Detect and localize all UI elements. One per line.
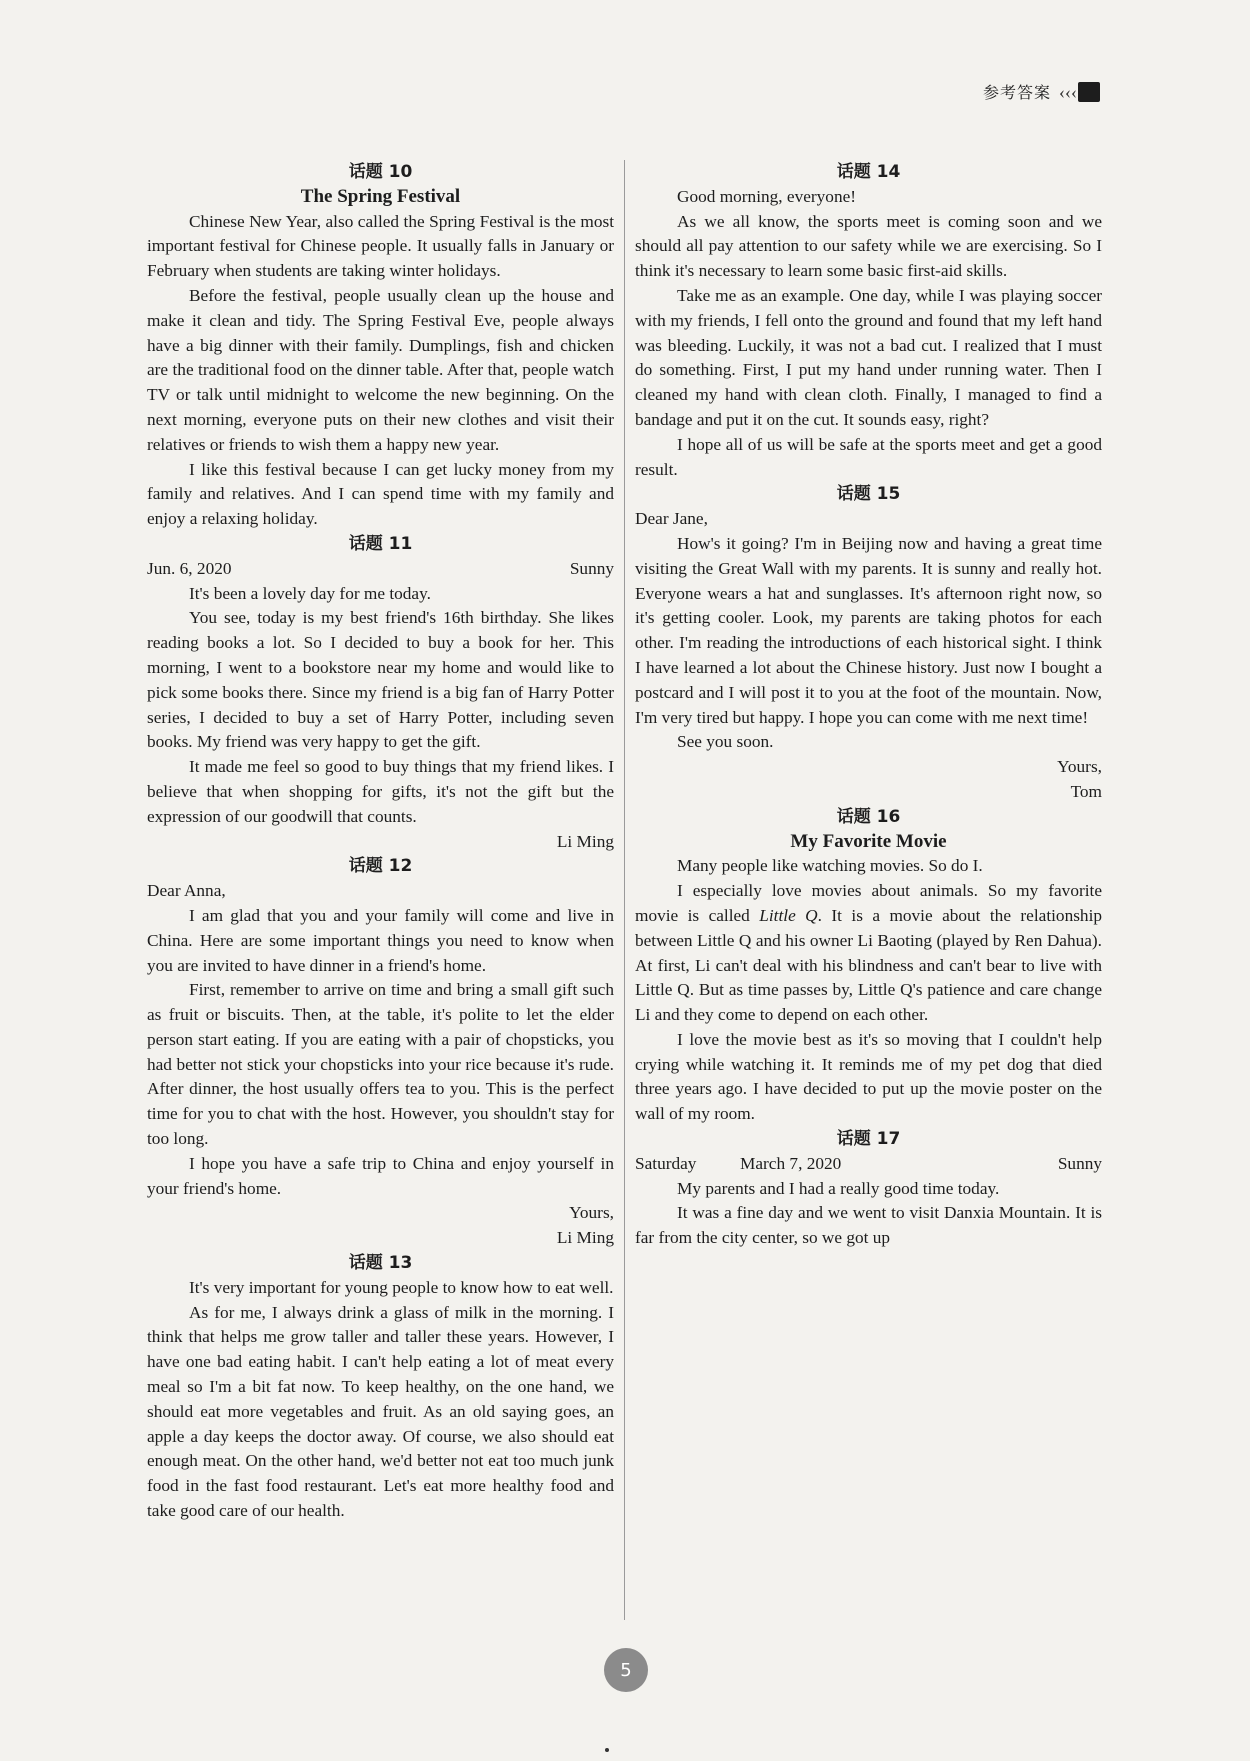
topic-15-closing: Yours, [1057,757,1102,777]
topic-16-title: My Favorite Movie [790,830,947,852]
topic-16-paragraph: I especially love movies about animals. So my favorite movie is called Little Q. It is a movie about the relationship between Little Q and his owner Li Baoting (played by Ren Dahua). At first, Li can't deal with his blindness and can't bear to live with Little Q. But as time passes by, Little Q's patience and care change Li and they come to depend on each other. [635,881,1103,1025]
header-title: 参考答案 [983,83,1052,102]
topic-12-greeting: Dear Anna, [147,881,226,901]
topic-12-signature: Li Ming [556,1228,614,1248]
topic-13-paragraph: It's very important for young people to know how to eat well. [189,1277,614,1297]
left-column [147,160,614,1524]
topic-14-number: 话题 14 [836,162,901,182]
diary-date: Jun. 6, 2020 [147,558,232,578]
topic-15-paragraph: See you soon. [677,732,774,752]
footer-dot [605,1748,609,1752]
topic-14-paragraph: I hope all of us will be safe at the sports meet and get a good result. [635,434,1102,479]
diary-day: Saturday [635,1153,697,1173]
column-divider [624,160,625,1620]
topic-17-number: 话题 17 [836,1129,901,1150]
topic-12-paragraph: I am glad that you and your family will come and live in China. Here are some important things you need to know when you are invited to have dinner in a friend's home. [147,905,614,975]
topic-10-paragraph: Before the festival, people usually clean up the house and make it clean and tidy. The Spring Festival Eve, people always have a big dinner with their family. Dumplings, fish and chicken are the traditional food on the dinner table. After that, people watch TV or talk until midnight to welcome the new beginning. On the next morning, everyone puts on their new clothes and visit their relatives or friends to wish them a happy new year. [147,285,614,454]
movie-title: Little Q [759,905,818,925]
topic-11-dateline [147,557,614,582]
topic-10-paragraph: I like this festival because I can get lucky money from my family and relatives. And I can spend time with my family and enjoy a relaxing holiday. [147,459,614,529]
topic-12-paragraph: First, remember to arrive on time and bring a small gift such as fruit or biscuits. Then, at the table, it's polite to let the elder person start eating. If you are eating with a pair of chopsticks, you had better not stick your chopsticks into your rice because it's rude. After dinner, the host usually offers tea to you. This is the perfect time for you to chat with the host. However, you shouldn't stay for too long. [147,980,614,1149]
topic-16-paragraph: I love the movie best as it's so moving that I couldn't help crying while watching it. It reminds me of my pet dog that died three years ago. I have decided to put up the movie poster on the wall of my room. [635,1029,1102,1124]
topic-15-signature: Tom [1070,781,1102,801]
topic-14-paragraph: Good morning, everyone! [677,186,857,206]
topic-13-number: 话题 13 [348,1253,413,1274]
topic-11-paragraph: It's been a lovely day for me today. [189,583,431,603]
header-chevron-icon: ‹‹‹ [1059,82,1100,102]
topic-13-paragraph: As for me, I always drink a glass of milk in the morning. I think that helps me grow taller and taller these years. However, I have one bad eating habit. I can't help eating a lot of meat every meal so I'm a bit fat now. To keep healthy, on the one hand, we should eat more vegetables and fruit. As an old saying goes, an apple a day keeps the doctor away. Of course, we also should eat enough meat. On the other hand, we'd better not eat too much junk food in the fast food restaurant. Let's eat more healthy food and take good care of our health. [147,1302,614,1521]
topic-12-closing: Yours, [569,1203,614,1223]
topic-11-number: 话题 11 [348,533,413,554]
topic-11-paragraph: You see, today is my best friend's 16th birthday. She likes reading books a lot. So I decided to buy a book for her. This morning, I went to a bookstore near my home and would like to pick some books there. Since my friend is a big fan of Harry Potter series, I decided to buy a set of Harry Potter, including seven books. My friend was very happy to get the gift. [147,608,614,752]
topic-12-number: 话题 12 [348,856,413,877]
topic-15-paragraph: How's it going? I'm in Beijing now and having a great time visiting the Great Wall with my parents. It is sunny and really hot. Everyone wears a hat and sunglasses. It's afternoon right now, so it's getting cooler. Look, my parents are taking photos for each other. I'm reading the introductions of each historical sight. I think I have learned a lot about the Chinese history. Just now I bought a postcard and I will post it to you at the foot of the mountain. Now, I'm very tired but happy. I hope you can come with me next time! [635,533,1102,727]
topic-12-paragraph: I hope you have a safe trip to China and enjoy yourself in your friend's home. [147,1153,614,1198]
topic-17-paragraph: It was a fine day and we went to visit Danxia Mountain. It is far from the city center, so we got up [635,1203,1102,1248]
topic-11-paragraph: It made me feel so good to buy things that my friend likes. I believe that when shopping for gifts, it's not the gift but the expression of our goodwill that counts. [147,757,614,826]
topic-10-paragraph: Chinese New Year, also called the Spring Festival is the most important festival for Chinese people. It usually falls in January or February when students are taking winter holidays. [147,211,614,281]
topic-14-paragraph: Take me as an example. One day, while I was playing soccer with my friends, I fell onto the ground and found that my left hand was bleeding. Luckily, it was not a bad cut. I realized that I must do something. First, I put my hand under running water. Then I cleaned my hand with clean cloth. Finally, I managed to find a bandage and put it on the cut. It sounds easy, right? [635,285,1102,429]
topic-17-paragraph: My parents and I had a really good time today. [677,1178,1000,1198]
diary-date: March 7, 2020 [740,1153,842,1173]
diary-weather: Sunny [569,558,614,578]
topic-15-number: 话题 15 [836,484,901,505]
topic-17-dateline [635,1152,1102,1177]
topic-16-paragraph: Many people like watching movies. So do I. [677,856,983,876]
topic-15-greeting: Dear Jane, [635,509,708,529]
topic-16-number: 话题 16 [836,806,901,827]
diary-weather: Sunny [1057,1153,1102,1173]
topic-10-number: 话题 10 [348,162,413,182]
right-column [635,160,1102,1251]
page-number: 5 [604,1648,648,1692]
topic-11-signature: Li Ming [556,831,614,851]
topic-14-paragraph: As we all know, the sports meet is coming soon and we should all pay attention to our safety while we are exercising. So I think it's necessary to learn some basic first-aid skills. [635,211,1102,281]
topic-10-title: The Spring Festival [300,185,461,207]
page-header [983,80,1100,103]
